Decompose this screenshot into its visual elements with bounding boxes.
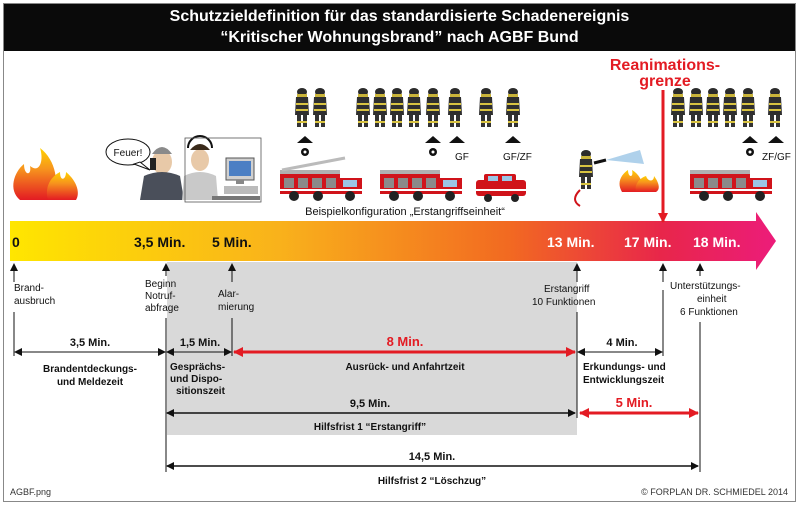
- phase-4-duration: 4 Min.: [606, 337, 638, 349]
- hilfsfrist-2-duration: 14,5 Min.: [408, 451, 456, 463]
- tick-label-18: 18 Min.: [693, 234, 741, 250]
- alarmierung-label-2: mierung: [218, 302, 255, 313]
- footer-copyright: © FORPLAN DR. SCHMIEDEL 2014: [641, 487, 788, 497]
- unterstuetzung-label-1: Unterstützungs-: [670, 281, 741, 292]
- gear-icon: [429, 148, 437, 156]
- triangle-marker-icon: [425, 136, 441, 143]
- support-fire-engine: [690, 170, 772, 201]
- flame-icon: [13, 148, 78, 200]
- title-line-1: Schutzzieldefinition für das standardisierte Schadenereignis: [169, 8, 630, 25]
- gf-label: GF: [455, 152, 469, 163]
- tick-label-3-5: 3,5 Min.: [134, 234, 186, 250]
- phase-1-label-1: Brandentdeckungs-: [43, 364, 137, 375]
- notruf-label-1: Beginn: [145, 279, 177, 290]
- triangle-marker-icon: [297, 136, 313, 143]
- phase-2-label-3: sitionszeit: [176, 386, 225, 397]
- command-vehicle: [476, 174, 526, 202]
- hilfsfrist-1-duration: 9,5 Min.: [349, 398, 391, 410]
- firefighter-group-3: [479, 88, 520, 127]
- reanimation-label-2: grenze: [639, 73, 691, 90]
- phase-2-duration: 1,5 Min.: [179, 337, 221, 349]
- triangle-marker-icon: [449, 136, 465, 143]
- feuer-text: Feuer!: [113, 148, 143, 159]
- reanimation-label-1: Reanimations-: [609, 57, 721, 74]
- triangle-marker-icon: [505, 136, 521, 143]
- phase-2-label-2: und Dispo-: [170, 374, 223, 385]
- small-flame-icon: [620, 170, 659, 192]
- phase-1-duration: 3,5 Min.: [69, 337, 111, 349]
- phase-4-label-1: Erkundungs- und: [583, 362, 666, 373]
- dispatcher-figure: [182, 136, 218, 200]
- triangle-marker-icon: [742, 136, 758, 143]
- tick-label-5: 5 Min.: [212, 234, 252, 250]
- phase-4-label-2: Entwicklungszeit: [583, 375, 665, 386]
- gear-icon: [746, 148, 754, 156]
- extra-5-min-duration: 5 Min.: [615, 395, 653, 410]
- firefighter-group-4: [671, 88, 782, 127]
- unterstuetzung-label-2: einheit: [697, 294, 727, 305]
- notruf-label-3: abfrage: [145, 303, 179, 314]
- gear-icon: [301, 148, 309, 156]
- unterstuetzung-label-3: 6 Funktionen: [680, 307, 738, 318]
- brandausbruch-label-2: ausbruch: [14, 296, 56, 307]
- phase-3-duration: 8 Min.: [386, 334, 424, 349]
- phase-2-label-1: Gesprächs-: [170, 362, 226, 373]
- phase-3-label: Ausrück- und Anfahrtzeit: [345, 362, 465, 373]
- gfzf-label: GF/ZF: [503, 152, 532, 163]
- erstangriff-label-2: 10 Funktionen: [532, 297, 596, 308]
- firefighter-group-1: [295, 88, 327, 127]
- hilfsfrist-1-label: Hilfsfrist 1 “Erstangriff”: [313, 422, 427, 433]
- footer-filename: AGBF.png: [10, 487, 52, 497]
- notruf-label-2: Notruf-: [145, 291, 176, 302]
- hilfsfrist-2-label: Hilfsfrist 2 “Löschzug”: [377, 476, 487, 487]
- tick-label-0: 0: [12, 234, 20, 250]
- turntable-ladder-truck: [280, 158, 362, 201]
- firefighter-group-2: [356, 88, 462, 127]
- brandausbruch-label-1: Brand-: [14, 283, 45, 294]
- feuer-speech-bubble: [106, 139, 150, 170]
- alarmierung-label-1: Alar-: [218, 289, 240, 300]
- tick-label-13: 13 Min.: [547, 234, 595, 250]
- computer-icon: [212, 158, 260, 200]
- tick-label-17: 17 Min.: [624, 234, 672, 250]
- triangle-marker-icon: [768, 136, 784, 143]
- title-line-2: “Kritischer Wohnungsbrand” nach AGBF Bund: [220, 29, 579, 46]
- fire-engine-truck: [380, 170, 462, 201]
- phase-1-label-2: und Meldezeit: [56, 377, 124, 388]
- zfgf-label: ZF/GF: [762, 152, 791, 163]
- beispiel-caption: Beispielkonfiguration „Erstangriffseinheit“: [305, 206, 505, 218]
- erstangriff-label-1: Erstangriff: [544, 284, 590, 295]
